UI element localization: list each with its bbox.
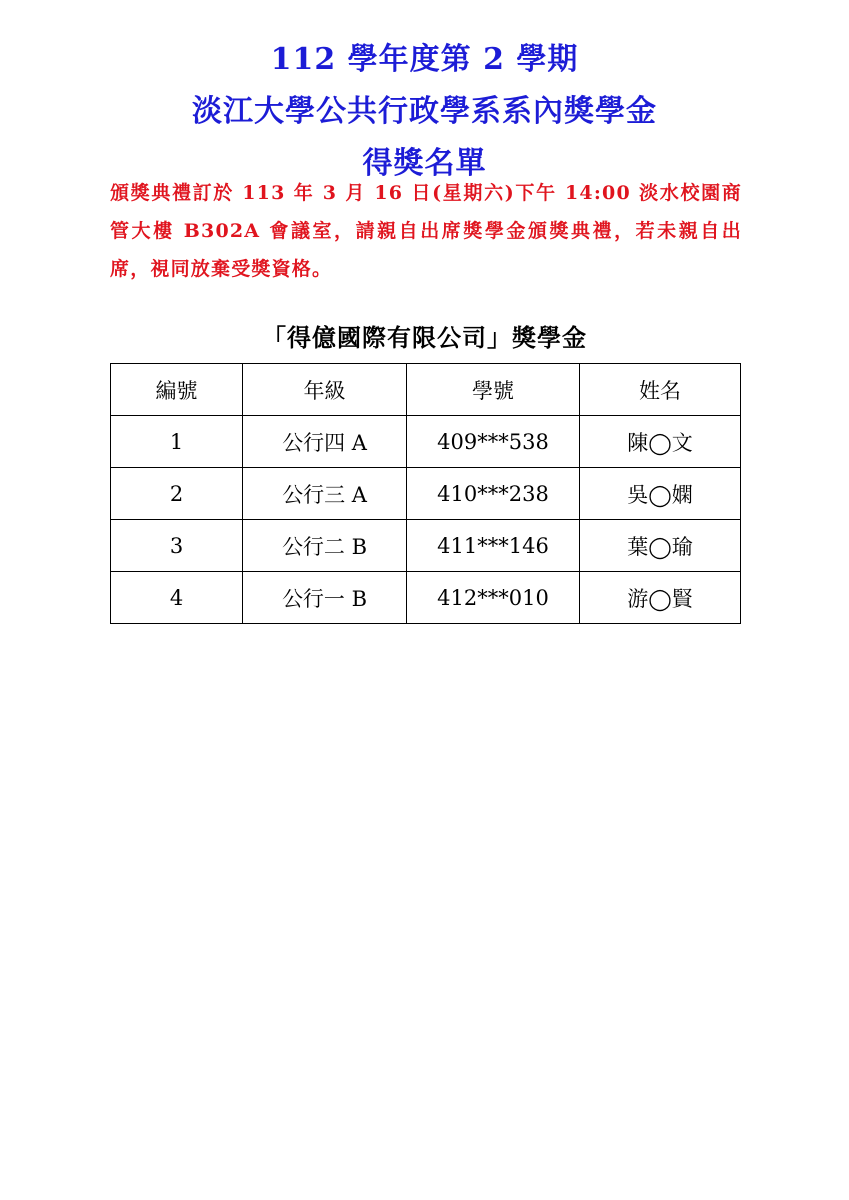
cell-name: 吳◯嫻 <box>580 468 741 520</box>
table-row <box>111 468 741 520</box>
table-row <box>111 520 741 572</box>
cell-name: 葉◯瑜 <box>580 520 741 572</box>
cell-student-id: 412***010 <box>407 572 580 624</box>
scholarship-name: 「得億國際有限公司」獎學金 <box>262 324 587 352</box>
cell-grade: 公行一 B <box>243 572 407 624</box>
cell-student-id: 409***538 <box>407 416 580 468</box>
cell-student-id: 410***238 <box>407 468 580 520</box>
column-header-student-id: 學號 <box>407 364 580 416</box>
table-row <box>111 572 741 624</box>
ceremony-notice: 頒獎典禮訂於 113 年 3 月 16 日(星期六)下午 14:00 淡水校園商管大樓 B302A 會議室，請親自出席獎學金頒獎典禮，若未親自出席，視同放棄受獎資格。 <box>110 182 742 280</box>
cell-name: 游◯賢 <box>580 572 741 624</box>
cell-grade: 公行二 B <box>243 520 407 572</box>
column-header-name: 姓名 <box>580 364 741 416</box>
cell-student-id: 411***146 <box>407 520 580 572</box>
cell-grade: 公行三 A <box>243 468 407 520</box>
table-row <box>111 416 741 468</box>
cell-number: 4 <box>111 572 243 624</box>
document-header <box>0 34 849 190</box>
cell-number: 2 <box>111 468 243 520</box>
semester-title: 112 學年度第 2 學期 <box>270 42 579 77</box>
column-header-number: 編號 <box>111 364 243 416</box>
awardee-table <box>110 363 741 624</box>
scholarship-title: 淡江大學公共行政學系系內獎學金 <box>192 94 657 129</box>
cell-number: 3 <box>111 520 243 572</box>
award-list-title: 得獎名單 <box>362 146 487 181</box>
cell-grade: 公行四 A <box>243 416 407 468</box>
cell-number: 1 <box>111 416 243 468</box>
cell-name: 陳◯文 <box>580 416 741 468</box>
table-header-row <box>111 364 741 416</box>
column-header-grade: 年級 <box>243 364 407 416</box>
